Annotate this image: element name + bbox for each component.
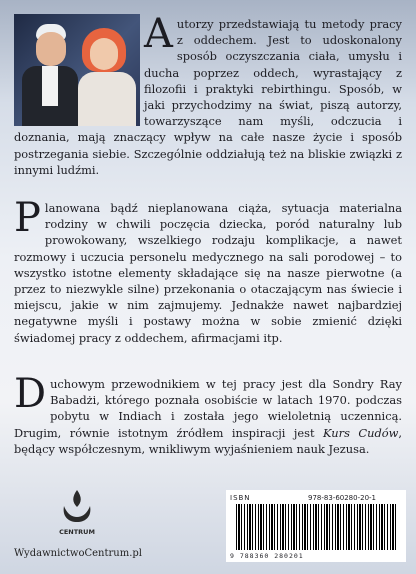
barcode xyxy=(226,490,406,562)
barcode-digits: 9 788360 280201 xyxy=(230,552,304,560)
isbn-number: 978-83-60280-20-1 xyxy=(308,494,377,502)
paragraph-birth xyxy=(14,195,402,346)
paragraph-text: , będący współczesnym, wnikliwym wyjaśnieniem nauk Jezusa. xyxy=(14,425,402,456)
paragraph-text: lanowana bądź nieplanowana ciąża, sytuacja materialna rodziny w chwili poczęcia dziecka, poród naturalny lub prowokowany, wszelkiego rodzaju komplikacje, a nawet rozmowy i uczucia personelu medycznego na sali porodowej – to wszystko istotne elementy składające się na nasze pierwotne (a przez to niezwykle silne) przekonania o otaczającym nas świecie i miejscu, jakie w nim zajmujemy. Jednakże nawet najbardziej negatywne myśli i postawy można w sobie zmienić dzięki świadomej pracy z oddechem, afirmacjami itp. xyxy=(14,201,402,345)
paragraph-inspiration xyxy=(14,371,402,457)
isbn-label: ISBN xyxy=(230,494,251,502)
centrum-logo-icon xyxy=(56,488,98,540)
drop-cap: D xyxy=(14,371,47,417)
paragraph-text: uchowym przewodnikiem w tej pracy jest dla Sondry Ray Babadżi, którego poznała osobiście w latach 1970. podczas pobytu w Indiach i została jego wieloletnią uczennicą. Drugim, równie istotnym źródłem inspiracji jest xyxy=(14,377,402,440)
drop-cap: A xyxy=(144,11,173,57)
barcode-bars xyxy=(236,504,398,550)
drop-cap: P xyxy=(14,195,41,241)
logo-text: CENTRUM xyxy=(59,528,95,536)
paragraph-intro xyxy=(14,11,402,178)
paragraph-text: utorzy przedstawiają tu metody pracy z oddechem. Jest to udoskonalony sposób oczyszczania ciała, umysłu i ducha poprzez oddech, wyrastający z filozofii i praktyki rebirthingu. Sposób, w jaki przychodzimy na świat, piszą autorzy, towarzyszące nam myśli, odczucia i doznania, mają znaczący wpływ na całe nasze życie i sposób postrzegania siebie. Szczególnie oddziałują też na bliskie związki z innymi ludźmi. xyxy=(14,17,402,177)
book-title: Kurs Cudów xyxy=(323,425,399,440)
publisher-url: WydawnictwoCentrum.pl xyxy=(14,548,142,559)
